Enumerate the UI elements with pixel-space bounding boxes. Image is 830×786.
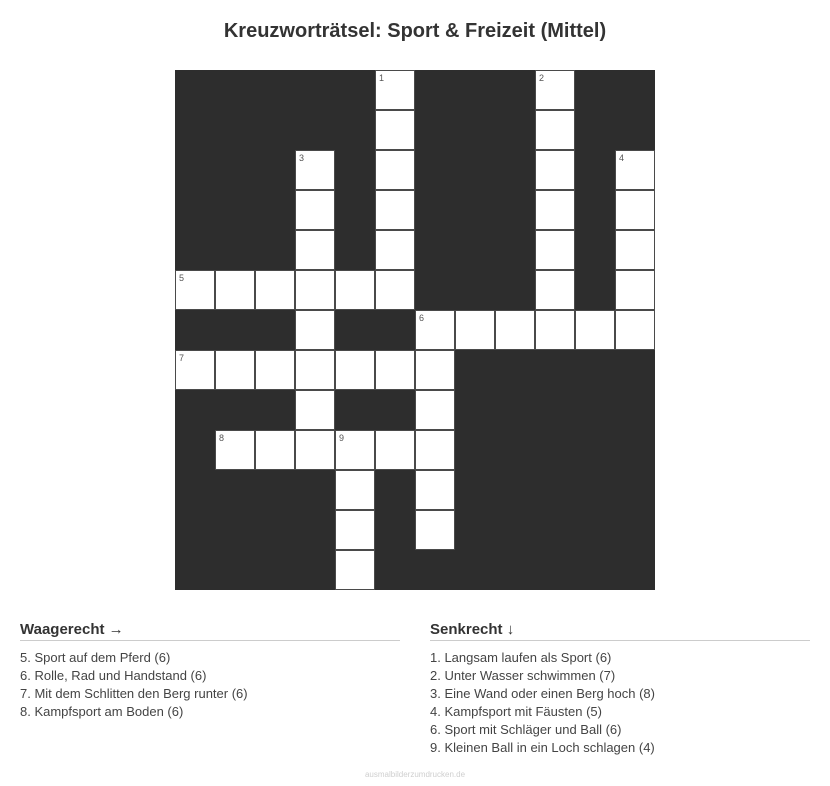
down-heading: Senkrecht ↓ [430,621,810,641]
clue-number: 6 [419,313,425,323]
down-clue-1: 1. Langsam laufen als Sport (6) [430,650,612,665]
grid-cell[interactable] [495,310,535,350]
across-heading: Waagerecht → [20,621,400,641]
across-clue-list [20,649,400,721]
grid-cell[interactable] [415,430,455,470]
across-clue-7: 7. Mit dem Schlitten den Berg runter (6) [20,686,248,701]
grid-cell[interactable] [375,110,415,150]
grid-cell[interactable] [175,350,215,390]
grid-cell[interactable] [615,310,655,350]
clue-number: 3 [299,153,305,163]
grid-cell[interactable] [535,110,575,150]
clue-number: 2 [539,73,545,83]
grid-cell[interactable] [455,310,495,350]
grid-cell[interactable] [335,550,375,590]
across-clues-panel [20,621,400,721]
down-clue-6: 6. Sport mit Schläger und Ball (6) [430,722,622,737]
grid-cell[interactable] [415,470,455,510]
down-clue-4: 4. Kampfsport mit Fäusten (5) [430,704,602,719]
grid-cell[interactable] [535,70,575,110]
grid-cell[interactable] [415,390,455,430]
clue-number: 8 [219,433,225,443]
grid-cell[interactable] [295,430,335,470]
grid-cell[interactable] [415,510,455,550]
grid-cell[interactable] [335,270,375,310]
grid-cell[interactable] [335,430,375,470]
grid-cell[interactable] [615,270,655,310]
grid-cell[interactable] [255,270,295,310]
grid-cell[interactable] [535,150,575,190]
grid-cell[interactable] [215,350,255,390]
grid-cell[interactable] [375,350,415,390]
clue-number: 7 [179,353,185,363]
grid-cell[interactable] [255,430,295,470]
grid-cell[interactable] [335,510,375,550]
grid-cell[interactable] [575,310,615,350]
across-clue-5: 5. Sport auf dem Pferd (6) [20,650,171,665]
clue-number: 1 [379,73,385,83]
grid-cell[interactable] [335,470,375,510]
grid-cell[interactable] [535,190,575,230]
down-clues-panel [430,621,810,757]
clue-number: 5 [179,273,185,283]
grid-cell[interactable] [615,150,655,190]
clue-number: 4 [619,153,625,163]
grid-cell[interactable] [335,350,375,390]
grid-cell[interactable] [295,230,335,270]
grid-cell[interactable] [375,270,415,310]
grid-cell[interactable] [375,190,415,230]
footer-credit: ausmalbilderzumdrucken.de [364,770,466,779]
grid-cell[interactable] [535,230,575,270]
grid-cell[interactable] [295,190,335,230]
grid-cell[interactable] [215,430,255,470]
grid-cell[interactable] [295,310,335,350]
grid-cell[interactable] [215,270,255,310]
grid-cell[interactable] [415,310,455,350]
grid-cell[interactable] [295,350,335,390]
grid-cell[interactable] [295,150,335,190]
crossword-grid [175,70,655,590]
across-clue-8: 8. Kampfsport am Boden (6) [20,704,184,719]
down-clue-9: 9. Kleinen Ball in ein Loch schlagen (4) [430,740,655,755]
down-clue-2: 2. Unter Wasser schwimmen (7) [430,668,616,683]
grid-cell[interactable] [375,430,415,470]
down-clue-list [430,649,810,757]
grid-cell[interactable] [175,270,215,310]
grid-cell[interactable] [615,190,655,230]
grid-cell[interactable] [295,270,335,310]
clue-number: 9 [339,433,345,443]
across-clue-6: 6. Rolle, Rad und Handstand (6) [20,668,207,683]
down-clue-3: 3. Eine Wand oder einen Berg hoch (8) [430,686,655,701]
grid-cell[interactable] [255,350,295,390]
grid-cell[interactable] [375,70,415,110]
grid-cell[interactable] [535,270,575,310]
grid-cell[interactable] [295,390,335,430]
grid-cell[interactable] [375,150,415,190]
grid-cell[interactable] [615,230,655,270]
grid-cell[interactable] [415,350,455,390]
grid-cell[interactable] [535,310,575,350]
grid-cell[interactable] [375,230,415,270]
page-title: Kreuzworträtsel: Sport & Freizeit (Mittel) [223,20,607,42]
